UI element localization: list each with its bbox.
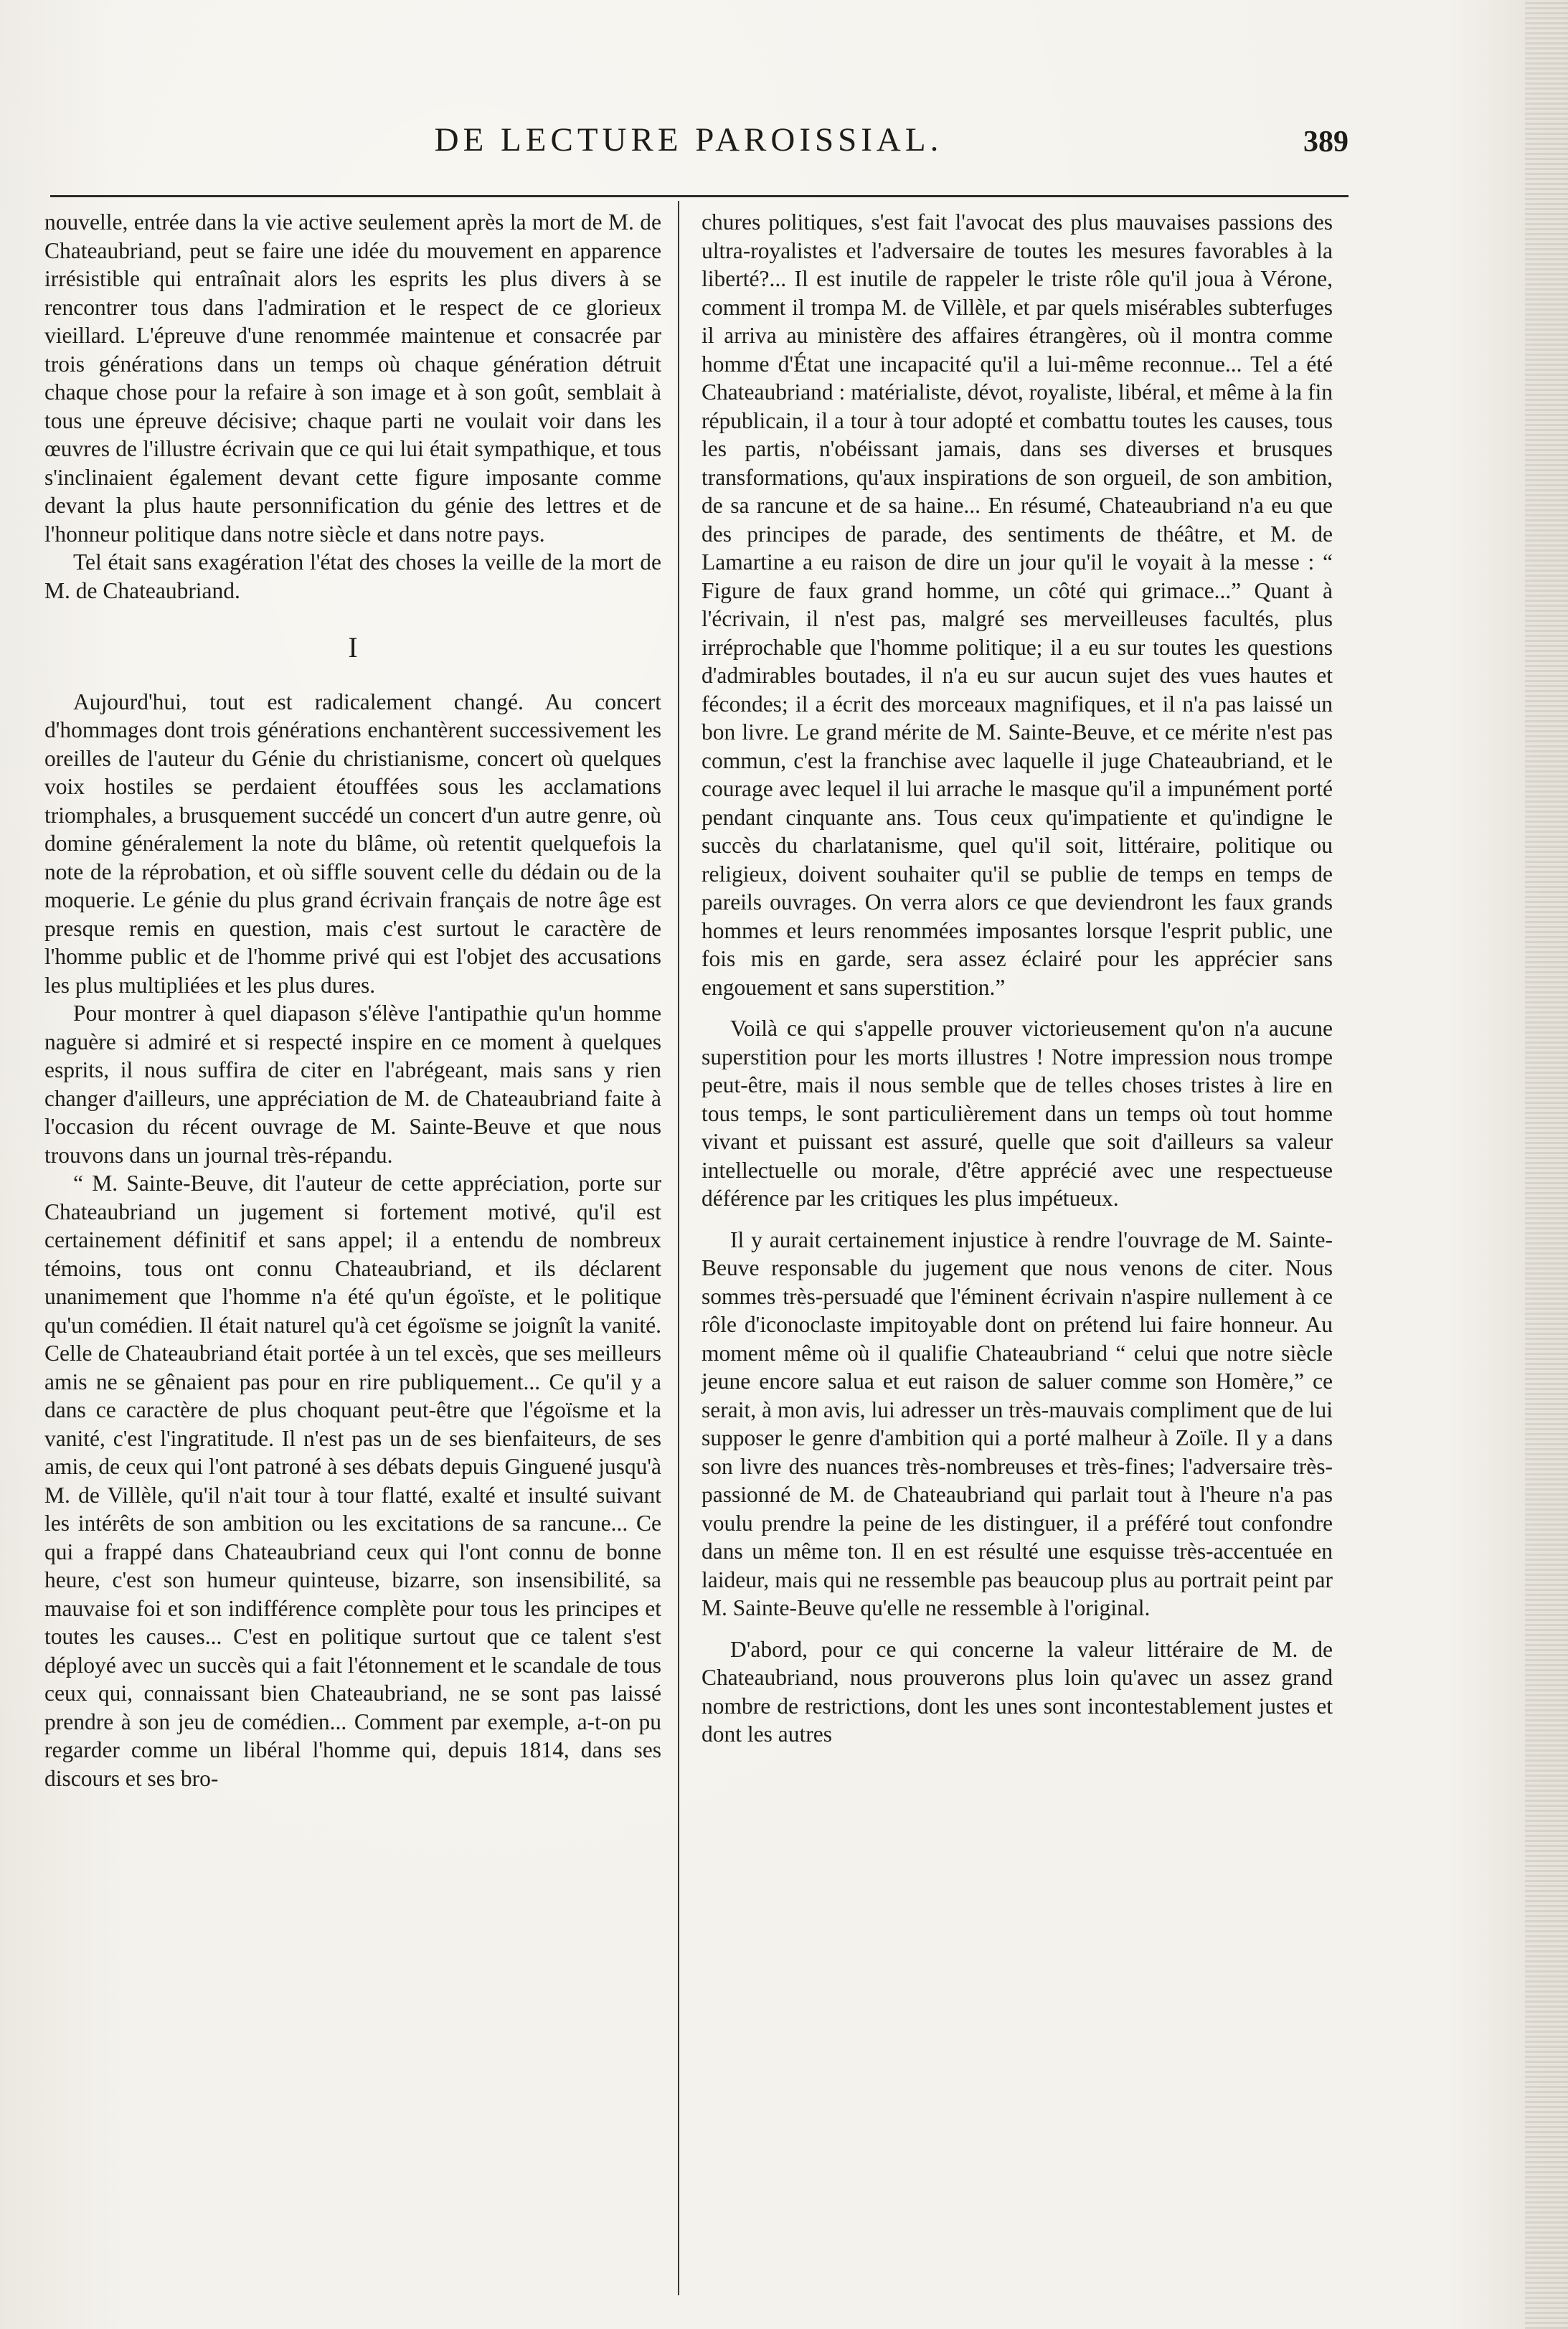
left-column	[44, 208, 661, 1792]
paragraph-gap	[702, 1001, 1333, 1014]
page-header	[43, 115, 1349, 172]
running-title: DE LECTURE PAROISSIAL.	[434, 121, 943, 159]
section-heading: I	[348, 631, 358, 663]
left-paragraph-3: Aujourd'hui, tout est radicalement changé. Au concert d'hommages dont trois générations enchantèrent successivement les oreilles de l'auteur du Génie du christianisme, concert où quelques voix hostiles se perdaient étouffées sous les acclamations triomphales, a brusquement succédé un concert d'un autre genre, où domine généralement la note du blâme, où retentit quelquefois la note de la réprobation, et où siffle souvent celle du dédain ou de la moquerie. Le génie du plus grand écrivain français de notre âge est presque remis en question, mais c'est surtout le caractère de l'homme public et de l'homme privé qui est l'objet des accusations les plus multipliées et les plus dures.	[44, 689, 661, 998]
right-paragraph-1: chures politiques, s'est fait l'avocat des plus mauvaises passions des ultra-royalistes et l'adversaire de toutes les mesures favorables à la liberté?... Il est inutile de rappeler le triste rôle qu'il joua à Vérone, comment il trompa M. de Villèle, et par quels misérables subterfuges il arriva au ministère des affaires étrangères, où il montra comme homme d'État une incapacité qu'il a lui-même reconnue... Tel a été Chateaubriand : matérialiste, dévot, royaliste, libéral, et même à la fin républicain, il a tour à tour adopté et combattu toutes les causes, tous les partis, n'obéissant jamais, dans ses diverses et brusques transformations, qu'aux inspirations de son orgueil, de son ambition, de sa rancune et de sa haine... En résumé, Chateaubriand n'a eu que des principes de parade, des sentiments de théâtre, et M. de Lamartine a eu raison de dire un jour qu'il le voyait à la messe : “ Figure de faux grand homme, un côté qui grimace...” Quant à l'écrivain, il n'est pas, malgré ses merveilleuses facultés, plus irréprochable que l'homme politique; il a eu sur toutes les questions d'admirables boutades, il n'a eu sur aucun sujet des vues hautes et fécondes; il a écrit des morceaux magnifiques, et il n'a pas laissé un bon livre. Le grand mérite de M. Sainte-Beuve, et ce mérite n'est pas commun, c'est la franchise avec laquelle il juge Chateaubriand, et le courage avec lequel il lui arrache le masque qu'il a impunément porté pendant cinquante ans. Tous ceux qu'impatiente et qu'indigne le succès du charlatanisme, quel qu'il soit, littéraire, politique ou religieux, doivent souhaiter qu'il se publie de temps en temps de pareils ouvrages. On verra alors ce que deviendront les faux grands hommes et leurs renommées imposantes lorsque l'esprit public, une fois mis en garde, sera assez éclairé pour les apprécier sans engouement et sans superstition.”	[702, 209, 1333, 1000]
left-paragraph-2: Tel était sans exagération l'état des choses la veille de la mort de M. de Chateaubriand.	[44, 549, 661, 603]
left-paragraph-1: nouvelle, entrée dans la vie active seulement après la mort de M. de Chateaubriand, peut se faire une idée du mouvement en apparence irrésistible qui entraînait alors les esprits les plus divers à se rencontrer tous dans l'admiration et le respect de ce glorieux vieillard. L'épreuve d'une renommée maintenue et consacrée par trois générations dans un temps où chaque génération détruit chaque chose pour la refaire à son image et à son goût, semblait à tous une épreuve décisive; chaque parti ne voulait voir dans les œuvres de l'illustre écrivain que ce qui lui était sympathique, et tous s'inclinaient également devant cette figure imposante comme devant la plus haute personnification du génie des lettres et de l'honneur politique dans notre siècle et dans notre pays.	[44, 209, 661, 547]
paragraph-gap	[702, 1213, 1333, 1226]
left-paragraph-4: Pour montrer à quel diapason s'élève l'antipathie qu'un homme naguère si admiré et si respecté inspire en ce moment à quelques esprits, il nous suffira de citer en l'abrégeant, mais sans y rien changer d'ailleurs, une appréciation de M. de Chateaubriand faite à l'occasion du récent ouvrage de M. Sainte-Beuve et que nous trouvons dans un journal très-répandu.	[44, 1001, 661, 1168]
right-column	[702, 208, 1333, 1749]
right-paragraph-2: Voilà ce qui s'appelle prouver victorieusement qu'on n'a aucune superstition pour les morts illustres ! Notre impression nous trompe peut-être, mais il nous semble que de telles choses tristes à lire en tous temps, le sont particulièrement dans un temps où tout homme vivant et puissant est assuré, quelle que soit d'ailleurs sa valeur intellectuelle ou morale, d'être apprécié avec une respectueuse déférence par les critiques les plus impétueux.	[702, 1016, 1333, 1211]
scan-edge-artifact	[1525, 0, 1568, 2329]
left-paragraph-5: “ M. Sainte-Beuve, dit l'auteur de cette appréciation, porte sur Chateaubriand un jugement si fortement motivé, qu'il est certainement définitif et sans appel; il a entendu de nombreux témoins, tous ont connu Chateaubriand, et ils déclarent unanimement que l'homme n'a été qu'un égoïste, et le politique qu'un comédien. Il était naturel qu'à cet égoïsme se joignît la vanité. Celle de Chateaubriand était portée à un tel excès, que ses meilleurs amis ne se gênaient pas pour en rire publiquement... Ce qu'il y a dans ce caractère de plus choquant peut-être que l'égoïsme et la vanité, c'est l'ingratitude. Il n'est pas un de ses bienfaiteurs, de ses amis, de ceux qui l'ont patroné à ses débats depuis Ginguené jusqu'à M. de Villèle, qu'il n'ait tour à tour flatté, exalté et insulté suivant les intérêts de son ambition ou les excitations de sa rancune... Ce qui a frappé dans Chateaubriand ceux qui l'ont connu de bonne heure, c'est son humeur quinteuse, bizarre, son insensibilité, sa mauvaise foi et son indifférence complète pour tous les principes et toutes les causes... C'est en politique surtout que ce talent s'est déployé avec un succès qui a fait l'étonnement et le scandale de tous ceux qui, connaissant bien Chateaubriand, ne se sont pas laissé prendre à son jeu de comédien... Comment par exemple, a-t-on pu regarder comme un libéral l'homme qui, depuis 1814, dans ses discours et ses bro-	[44, 1171, 661, 1791]
column-divider	[678, 201, 679, 2295]
right-paragraph-4: D'abord, pour ce qui concerne la valeur littéraire de M. de Chateaubriand, nous prouverons plus loin qu'avec un assez grand nombre de restrictions, dont les unes sont incontestablement justes et dont les autres	[702, 1636, 1333, 1747]
page-number: 389	[1303, 126, 1349, 159]
right-paragraph-3: Il y aurait certainement injustice à rendre l'ouvrage de M. Sainte-Beuve responsable du jugement que nous venons de citer. Nous sommes très-persuadé que l'éminent écrivain n'aspire nullement à ce rôle d'iconoclaste impitoyable dont on prétend lui faire honneur. Au moment même où il qualifie Chateaubriand “ celui que notre siècle jeune encore salua et eut raison de saluer comme son Homère,” ce serait, à mon avis, lui adresser un très-mauvais compliment que de lui supposer le genre d'ambition qui a porté malheur à Zoïle. Il y a dans son livre des nuances très-nombreuses et très-fines; l'adversaire très-passionné de M. de Chateaubriand qui parlait tout à l'heure n'a pas voulu prendre la peine de les distinguer, il a préféré tout confondre dans un même ton. Il en est résulté une esquisse très-accentuée en laideur, mais qui ne ressemble pas beaucoup plus au portrait peint par M. Sainte-Beuve qu'elle ne ressemble à l'original.	[702, 1227, 1333, 1620]
paragraph-gap	[702, 1622, 1333, 1635]
header-rule	[50, 195, 1349, 197]
